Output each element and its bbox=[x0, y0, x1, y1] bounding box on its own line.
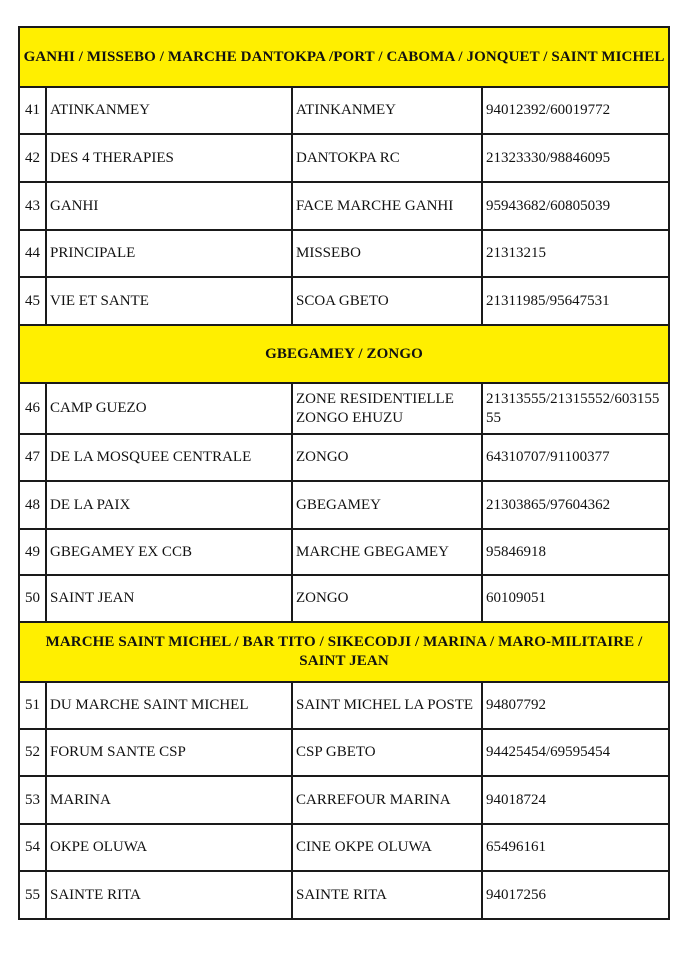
row-number: 49 bbox=[19, 529, 46, 575]
pharmacy-phone: 94425454/69595454 bbox=[482, 729, 669, 776]
pharmacy-phone: 65496161 bbox=[482, 824, 669, 871]
pharmacy-name: SAINT JEAN bbox=[46, 575, 292, 622]
pharmacy-location: SAINT MICHEL LA POSTE bbox=[292, 682, 482, 729]
pharmacy-phone: 21311985/95647531 bbox=[482, 277, 669, 325]
row-number: 52 bbox=[19, 729, 46, 776]
pharmacy-name: MARINA bbox=[46, 776, 292, 824]
pharmacy-table-body bbox=[19, 27, 669, 919]
table-row bbox=[19, 434, 669, 481]
table-row bbox=[19, 383, 669, 434]
pharmacy-location: GBEGAMEY bbox=[292, 481, 482, 529]
pharmacy-location: MARCHE GBEGAMEY bbox=[292, 529, 482, 575]
pharmacy-name: DES 4 THERAPIES bbox=[46, 134, 292, 182]
pharmacy-name: DE LA PAIX bbox=[46, 481, 292, 529]
table-row bbox=[19, 481, 669, 529]
row-number: 54 bbox=[19, 824, 46, 871]
row-number: 44 bbox=[19, 230, 46, 277]
table-row bbox=[19, 871, 669, 919]
table-row bbox=[19, 529, 669, 575]
pharmacy-name: DU MARCHE SAINT MICHEL bbox=[46, 682, 292, 729]
pharmacy-location: CSP GBETO bbox=[292, 729, 482, 776]
pharmacy-name: SAINTE RITA bbox=[46, 871, 292, 919]
pharmacy-name: CAMP GUEZO bbox=[46, 383, 292, 434]
pharmacy-table bbox=[18, 26, 670, 920]
section-title: MARCHE SAINT MICHEL / BAR TITO / SIKECODJI / MARINA / MARO-MILITAIRE / SAINT JEAN bbox=[19, 622, 669, 682]
pharmacy-location: DANTOKPA RC bbox=[292, 134, 482, 182]
pharmacy-name: VIE ET SANTE bbox=[46, 277, 292, 325]
pharmacy-location: CARREFOUR MARINA bbox=[292, 776, 482, 824]
pharmacy-name: GBEGAMEY EX CCB bbox=[46, 529, 292, 575]
pharmacy-phone: 94012392/60019772 bbox=[482, 87, 669, 134]
pharmacy-phone: 95943682/60805039 bbox=[482, 182, 669, 230]
row-number: 48 bbox=[19, 481, 46, 529]
section-header-row bbox=[19, 325, 669, 383]
table-row bbox=[19, 277, 669, 325]
section-title: GANHI / MISSEBO / MARCHE DANTOKPA /PORT / CABOMA / JONQUET / SAINT MICHEL bbox=[19, 27, 669, 87]
section-header-row bbox=[19, 622, 669, 682]
pharmacy-phone: 21313555/21315552/60315555 bbox=[482, 383, 669, 434]
row-number: 41 bbox=[19, 87, 46, 134]
pharmacy-name: DE LA MOSQUEE CENTRALE bbox=[46, 434, 292, 481]
pharmacy-location: FACE MARCHE GANHI bbox=[292, 182, 482, 230]
pharmacy-phone: 95846918 bbox=[482, 529, 669, 575]
pharmacy-name: OKPE OLUWA bbox=[46, 824, 292, 871]
table-row bbox=[19, 134, 669, 182]
pharmacy-location: ZONGO bbox=[292, 434, 482, 481]
table-row bbox=[19, 230, 669, 277]
table-row bbox=[19, 824, 669, 871]
pharmacy-location: ZONGO bbox=[292, 575, 482, 622]
table-row bbox=[19, 729, 669, 776]
pharmacy-name: PRINCIPALE bbox=[46, 230, 292, 277]
pharmacy-name: GANHI bbox=[46, 182, 292, 230]
pharmacy-location: CINE OKPE OLUWA bbox=[292, 824, 482, 871]
table-row bbox=[19, 575, 669, 622]
table-row bbox=[19, 182, 669, 230]
row-number: 42 bbox=[19, 134, 46, 182]
pharmacy-phone: 94017256 bbox=[482, 871, 669, 919]
row-number: 50 bbox=[19, 575, 46, 622]
pharmacy-phone: 21323330/98846095 bbox=[482, 134, 669, 182]
pharmacy-location: ZONE RESIDENTIELLE ZONGO EHUZU bbox=[292, 383, 482, 434]
row-number: 55 bbox=[19, 871, 46, 919]
section-title: GBEGAMEY / ZONGO bbox=[19, 325, 669, 383]
pharmacy-phone: 21303865/97604362 bbox=[482, 481, 669, 529]
pharmacy-phone: 60109051 bbox=[482, 575, 669, 622]
row-number: 45 bbox=[19, 277, 46, 325]
table-row bbox=[19, 682, 669, 729]
pharmacy-phone: 64310707/91100377 bbox=[482, 434, 669, 481]
table-row bbox=[19, 776, 669, 824]
pharmacy-phone: 94018724 bbox=[482, 776, 669, 824]
section-header-row bbox=[19, 27, 669, 87]
row-number: 47 bbox=[19, 434, 46, 481]
table-row bbox=[19, 87, 669, 134]
pharmacy-location: SCOA GBETO bbox=[292, 277, 482, 325]
row-number: 46 bbox=[19, 383, 46, 434]
pharmacy-location: SAINTE RITA bbox=[292, 871, 482, 919]
pharmacy-name: ATINKANMEY bbox=[46, 87, 292, 134]
pharmacy-location: ATINKANMEY bbox=[292, 87, 482, 134]
pharmacy-phone: 21313215 bbox=[482, 230, 669, 277]
row-number: 53 bbox=[19, 776, 46, 824]
pharmacy-phone: 94807792 bbox=[482, 682, 669, 729]
row-number: 43 bbox=[19, 182, 46, 230]
pharmacy-location: MISSEBO bbox=[292, 230, 482, 277]
pharmacy-name: FORUM SANTE CSP bbox=[46, 729, 292, 776]
row-number: 51 bbox=[19, 682, 46, 729]
